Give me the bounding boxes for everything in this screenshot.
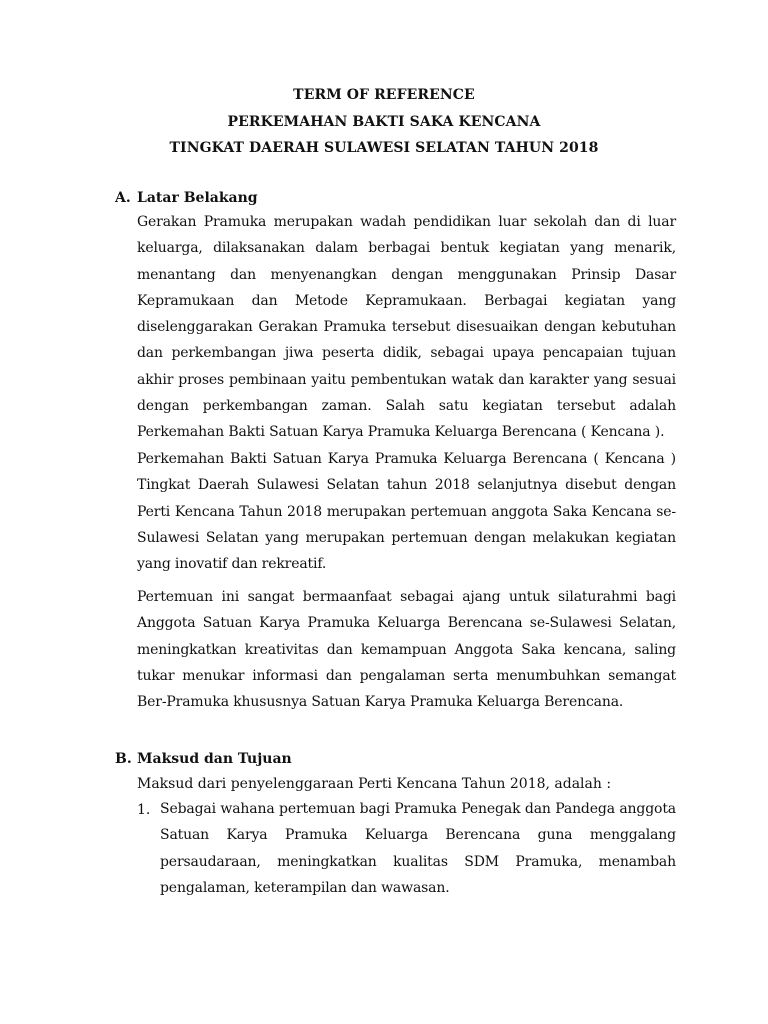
section-b-intro: Maksud dari penyelenggaraan Perti Kencana Tahun 2018, adalah : [137,776,612,792]
doc-title: TERM OF REFERENCE [293,87,475,103]
section-b-letter: B. [115,751,132,767]
section-b-heading [115,751,292,767]
section-a-paragraph-1: Gerakan Pramuka merupakan wadah pendidikan luar sekolah dan di luar keluarga, dilaksanakan dalam berbagai bentuk kegiatan yang menarik, menantang dan menyenangkan dengan menggunakan Prinsip Dasar Kepramukaan dan Metode Kepramukaan. Berbagai kegiatan yang diselenggarakan Gerakan Pramuka tersebut disesuaikan dengan kebutuhan dan perkembangan jiwa peserta didik, sebagai upaya pencapaian tujuan akhir proses pembinaan yaitu pembentukan watak dan karakter yang sesuai dengan perkembangan zaman. Salah satu kegiatan tersebut adalah Perkemahan Bakti Satuan Karya Pramuka Keluarga Berencana ( Kencana ). [137,214,676,441]
section-a-paragraph-3: Pertemuan ini sangat bermaanfaat sebagai ajang untuk silaturahmi bagi Anggota Satuan Karya Pramuka Keluarga Berencana se-Sulawesi Selatan, meningkatkan kreativitas dan kemampuan Anggota Saka kencana, saling tukar menukar informasi dan pengalaman serta menumbuhkan semangat Ber-Pramuka khususnya Satuan Karya Pramuka Keluarga Berencana. [137,589,676,711]
section-a-title: Latar Belakang [137,190,258,206]
section-b-title: Maksud dan Tujuan [137,751,292,767]
list-item-text: Sebagai wahana pertemuan bagi Pramuka Penegak dan Pandega anggota Satuan Karya Pramuka Keluarga Berencana guna menggalang persaudaraan, meningkatkan kualitas SDM Pramuka, menambah pengalaman, keterampilan dan wawasan. [160,801,676,896]
section-a-paragraph-2: Perkemahan Bakti Satuan Karya Pramuka Keluarga Berencana ( Kencana ) Tingkat Daerah Sulawesi Selatan tahun 2018 selanjutnya disebut dengan Perti Kencana Tahun 2018 merupakan pertemuan anggota Saka Kencana se-Sulawesi Selatan yang merupakan pertemuan dengan melakukan kegiatan yang inovatif dan rekreatif. [137,451,676,573]
doc-subtitle: PERKEMAHAN BAKTI SAKA KENCANA [227,114,541,130]
doc-subtitle-2: TINGKAT DAERAH SULAWESI SELATAN TAHUN 2018 [169,140,599,156]
section-a-letter: A. [115,190,131,206]
list-item-number: 1. [137,802,151,818]
section-a-heading [115,190,258,206]
